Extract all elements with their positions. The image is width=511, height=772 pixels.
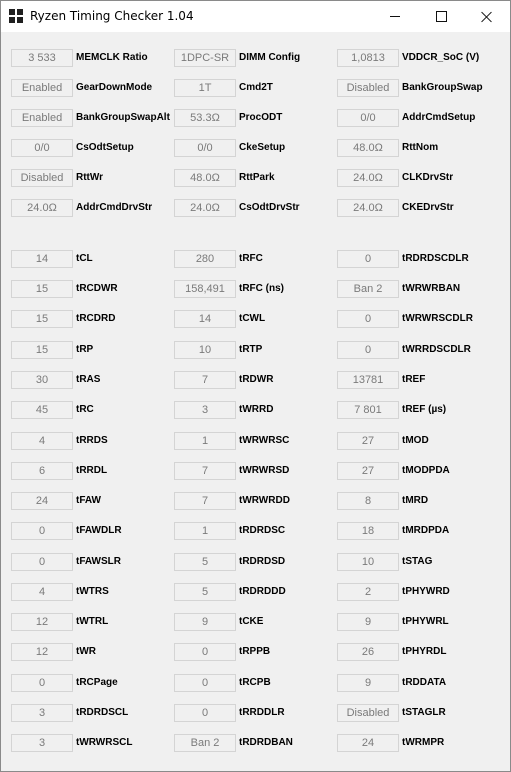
- setting-label: tMODPDA: [402, 465, 450, 476]
- setting-value-field[interactable]: 15: [11, 341, 73, 359]
- setting-row: [1, 643, 510, 661]
- setting-value-field[interactable]: 24: [337, 734, 399, 752]
- setting-value-field[interactable]: 158,491: [174, 280, 236, 298]
- minimize-button[interactable]: [372, 1, 418, 32]
- setting-label: RttWr: [76, 172, 104, 183]
- setting-label: tRDRDSC: [239, 525, 286, 536]
- setting-value-field[interactable]: 1T: [174, 79, 236, 97]
- setting-label: CkeSetup: [239, 142, 286, 153]
- setting-row: [1, 49, 510, 67]
- timings-panel: [1, 32, 510, 771]
- setting-value-field[interactable]: 24.0Ω: [11, 199, 73, 217]
- maximize-icon: [436, 11, 447, 22]
- setting-value-field[interactable]: 0: [11, 553, 73, 571]
- setting-label: tRCDRD: [76, 313, 116, 324]
- setting-row: [1, 462, 510, 480]
- setting-label: tSTAGLR: [402, 707, 446, 718]
- setting-row: [1, 734, 510, 752]
- setting-value-field[interactable]: 1,0813: [337, 49, 399, 67]
- setting-label: AddrCmdSetup: [402, 112, 476, 123]
- setting-row: [1, 674, 510, 692]
- setting-label: GearDownMode: [76, 82, 153, 93]
- setting-label: tREF: [402, 374, 426, 385]
- title-bar[interactable]: [1, 1, 510, 32]
- setting-value-field[interactable]: 0: [337, 341, 399, 359]
- setting-label: tWRWRSCL: [76, 737, 133, 748]
- setting-value-field[interactable]: 280: [174, 250, 236, 268]
- setting-label: tFAW: [76, 495, 101, 506]
- setting-label: tRP: [76, 344, 94, 355]
- setting-value-field[interactable]: 7: [174, 462, 236, 480]
- setting-value-field[interactable]: 5: [174, 583, 236, 601]
- setting-label: BankGroupSwap: [402, 82, 483, 93]
- setting-row: [1, 341, 510, 359]
- setting-value-field[interactable]: 9: [174, 613, 236, 631]
- setting-value-field[interactable]: 0: [174, 643, 236, 661]
- setting-value-field[interactable]: 0/0: [174, 139, 236, 157]
- setting-row: [1, 371, 510, 389]
- setting-value-field[interactable]: 24.0Ω: [337, 199, 399, 217]
- setting-label: tPHYWRD: [402, 586, 450, 597]
- setting-value-field[interactable]: 24.0Ω: [174, 199, 236, 217]
- setting-value-field[interactable]: 3: [174, 401, 236, 419]
- setting-row: [1, 401, 510, 419]
- setting-value-field[interactable]: 48.0Ω: [174, 169, 236, 187]
- setting-row: [1, 432, 510, 450]
- setting-row: [1, 109, 510, 127]
- setting-label: tRDRDDD: [239, 586, 286, 597]
- window-title: Ryzen Timing Checker 1.04: [30, 9, 194, 23]
- setting-row: [1, 199, 510, 217]
- setting-value-field[interactable]: 53.3Ω: [174, 109, 236, 127]
- setting-label: tFAWDLR: [76, 525, 122, 536]
- setting-value-field[interactable]: 10: [174, 341, 236, 359]
- setting-value-field[interactable]: Enabled: [11, 109, 73, 127]
- setting-label: tREF (µs): [402, 404, 447, 415]
- setting-value-field[interactable]: Ban 2: [174, 734, 236, 752]
- setting-label: CsOdtDrvStr: [239, 202, 300, 213]
- close-icon: [481, 11, 493, 23]
- setting-value-field[interactable]: 48.0Ω: [337, 139, 399, 157]
- setting-value-field[interactable]: 9: [337, 613, 399, 631]
- setting-value-field[interactable]: 3: [11, 704, 73, 722]
- setting-label: BankGroupSwapAlt: [76, 112, 170, 123]
- setting-label: tCL: [76, 253, 93, 264]
- setting-row: [1, 79, 510, 97]
- setting-label: tCKE: [239, 616, 264, 627]
- app-icon: [9, 9, 23, 23]
- setting-label: tPHYRDL: [402, 646, 447, 657]
- setting-value-field[interactable]: 27: [337, 432, 399, 450]
- setting-value-field[interactable]: 4: [11, 432, 73, 450]
- setting-row: [1, 583, 510, 601]
- setting-value-field[interactable]: 24: [11, 492, 73, 510]
- setting-value-field[interactable]: 0: [337, 310, 399, 328]
- setting-value-field[interactable]: 26: [337, 643, 399, 661]
- setting-label: tWTRL: [76, 616, 109, 627]
- setting-value-field[interactable]: 0: [174, 704, 236, 722]
- setting-value-field[interactable]: 0: [11, 522, 73, 540]
- setting-value-field[interactable]: 5: [174, 553, 236, 571]
- setting-label: tSTAG: [402, 556, 433, 567]
- setting-value-field[interactable]: 12: [11, 613, 73, 631]
- setting-value-field[interactable]: 8: [337, 492, 399, 510]
- setting-value-field[interactable]: 2: [337, 583, 399, 601]
- setting-label: ProcODT: [239, 112, 283, 123]
- setting-value-field[interactable]: 13781: [337, 371, 399, 389]
- setting-value-field[interactable]: Disabled: [337, 79, 399, 97]
- setting-row: [1, 310, 510, 328]
- setting-label: tWRWRSC: [239, 435, 290, 446]
- setting-value-field[interactable]: 3: [11, 734, 73, 752]
- setting-value-field[interactable]: 0/0: [337, 109, 399, 127]
- setting-label: tWRRD: [239, 404, 274, 415]
- setting-row: [1, 139, 510, 157]
- setting-value-field[interactable]: 30: [11, 371, 73, 389]
- setting-label: Cmd2T: [239, 82, 273, 93]
- setting-label: CLKDrvStr: [402, 172, 454, 183]
- setting-label: tRDRDBAN: [239, 737, 293, 748]
- setting-label: tRCPB: [239, 677, 271, 688]
- setting-value-field[interactable]: 7: [174, 371, 236, 389]
- setting-value-field[interactable]: Disabled: [11, 169, 73, 187]
- setting-label: tMRD: [402, 495, 429, 506]
- setting-value-field[interactable]: 0: [11, 674, 73, 692]
- setting-label: tRTP: [239, 344, 263, 355]
- setting-value-field[interactable]: 0: [337, 250, 399, 268]
- setting-value-field[interactable]: 45: [11, 401, 73, 419]
- setting-label: CKEDrvStr: [402, 202, 454, 213]
- setting-label: tRRDDLR: [239, 707, 285, 718]
- setting-value-field[interactable]: 9: [337, 674, 399, 692]
- setting-label: tRDDATA: [402, 677, 447, 688]
- close-button[interactable]: [464, 1, 510, 32]
- setting-value-field[interactable]: 0/0: [11, 139, 73, 157]
- setting-label: tRDRDSCL: [76, 707, 129, 718]
- setting-label: tRAS: [76, 374, 101, 385]
- setting-value-field[interactable]: 15: [11, 280, 73, 298]
- setting-label: tWR: [76, 646, 96, 657]
- setting-label: tRDRDSCDLR: [402, 253, 469, 264]
- setting-label: tWRWRDD: [239, 495, 290, 506]
- setting-value-field[interactable]: 15: [11, 310, 73, 328]
- setting-value-field[interactable]: Enabled: [11, 79, 73, 97]
- setting-label: AddrCmdDrvStr: [76, 202, 153, 213]
- setting-row: [1, 169, 510, 187]
- setting-label: RttNom: [402, 142, 439, 153]
- setting-row: [1, 250, 510, 268]
- setting-value-field[interactable]: Disabled: [337, 704, 399, 722]
- setting-value-field[interactable]: 7: [174, 492, 236, 510]
- setting-value-field[interactable]: 14: [174, 310, 236, 328]
- setting-label: DIMM Config: [239, 52, 301, 63]
- setting-label: tWRMPR: [402, 737, 445, 748]
- setting-value-field[interactable]: 6: [11, 462, 73, 480]
- setting-value-field[interactable]: 4: [11, 583, 73, 601]
- setting-label: tFAWSLR: [76, 556, 121, 567]
- setting-value-field[interactable]: 0: [174, 674, 236, 692]
- setting-value-field[interactable]: 10: [337, 553, 399, 571]
- setting-value-field[interactable]: 1: [174, 432, 236, 450]
- setting-row: [1, 613, 510, 631]
- setting-label: tWTRS: [76, 586, 109, 597]
- setting-label: MEMCLK Ratio: [76, 52, 148, 63]
- setting-label: tWRWRSCDLR: [402, 313, 473, 324]
- setting-label: tWRWRSD: [239, 465, 290, 476]
- setting-label: tRCDWR: [76, 283, 118, 294]
- setting-label: tRCPage: [76, 677, 118, 688]
- setting-label: tRRDS: [76, 435, 108, 446]
- setting-row: [1, 522, 510, 540]
- setting-label: tRDWR: [239, 374, 274, 385]
- setting-row: [1, 553, 510, 571]
- setting-label: tPHYWRL: [402, 616, 449, 627]
- maximize-button[interactable]: [418, 1, 464, 32]
- setting-value-field[interactable]: 7 801: [337, 401, 399, 419]
- setting-label: tMRDPDA: [402, 525, 450, 536]
- setting-label: RttPark: [239, 172, 275, 183]
- setting-value-field[interactable]: 27: [337, 462, 399, 480]
- setting-value-field[interactable]: 1: [174, 522, 236, 540]
- setting-row: [1, 704, 510, 722]
- setting-value-field[interactable]: Ban 2: [337, 280, 399, 298]
- setting-row: [1, 280, 510, 298]
- setting-label: tRRDL: [76, 465, 108, 476]
- setting-label: tRDRDSD: [239, 556, 286, 567]
- setting-label: tRC: [76, 404, 94, 415]
- setting-value-field[interactable]: 1DPC-SR: [174, 49, 236, 67]
- setting-value-field[interactable]: 24.0Ω: [337, 169, 399, 187]
- setting-label: tRFC: [239, 253, 263, 264]
- setting-label: CsOdtSetup: [76, 142, 134, 153]
- minimize-icon: [390, 16, 400, 17]
- setting-row: [1, 492, 510, 510]
- setting-label: tRFC (ns): [239, 283, 284, 294]
- setting-value-field[interactable]: 12: [11, 643, 73, 661]
- setting-label: tWRRDSCDLR: [402, 344, 471, 355]
- setting-label: tRPPB: [239, 646, 271, 657]
- setting-label: tCWL: [239, 313, 266, 324]
- setting-label: tWRWRBAN: [402, 283, 461, 294]
- setting-value-field[interactable]: 18: [337, 522, 399, 540]
- setting-label: VDDCR_SoC (V): [402, 52, 480, 63]
- setting-label: tMOD: [402, 435, 429, 446]
- setting-value-field[interactable]: 3 533: [11, 49, 73, 67]
- setting-value-field[interactable]: 14: [11, 250, 73, 268]
